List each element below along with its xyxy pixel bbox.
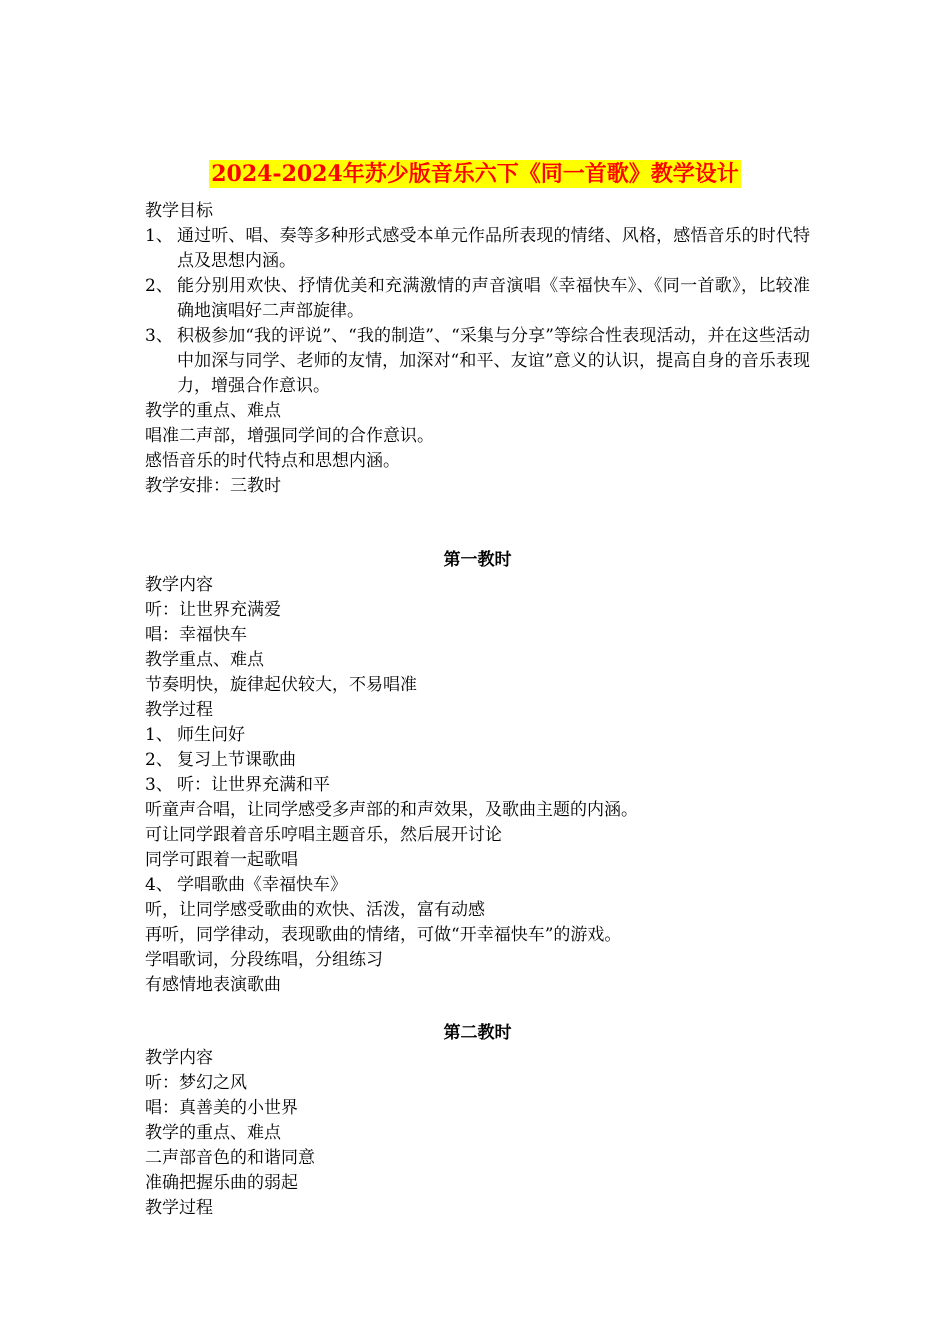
goals-section — [145, 199, 810, 499]
step-text: 听：让世界充满和平 — [177, 775, 330, 795]
key-points-heading: 教学的重点、难点 — [145, 401, 281, 421]
step4-detail-line: 有感情地表演歌曲 — [145, 975, 281, 995]
step4-detail-line: 再听，同学律动，表现歌曲的情绪，可做“开幸福快车”的游戏。 — [145, 925, 622, 945]
goals-heading: 教学目标 — [145, 201, 213, 221]
step3-detail-line: 听童声合唱，让同学感受多声部的和声效果，及歌曲主题的内涵。 — [145, 800, 638, 820]
lesson2-key-heading: 教学的重点、难点 — [145, 1123, 281, 1143]
goal-number: 3、 — [145, 326, 173, 346]
goal-number: 2、 — [145, 276, 173, 296]
key-point-line: 唱准二声部，增强同学间的合作意识。 — [145, 426, 434, 446]
title-wrapper — [0, 160, 950, 188]
lesson1-step — [145, 748, 810, 773]
goal-item — [145, 324, 810, 399]
lesson1-step — [145, 723, 810, 748]
goal-text: 能分别用欢快、抒情优美和充满激情的声音演唱《幸福快车》、《同一首歌》，比较准确地演唱好二声部旋律。 — [177, 276, 810, 321]
step-text: 学唱歌曲《幸福快车》 — [177, 875, 347, 895]
document-title: 2024-2024年苏少版音乐六下《同一首歌》教学设计 — [211, 161, 739, 187]
step-text: 师生问好 — [177, 725, 245, 745]
lesson1-step — [145, 773, 810, 798]
lesson1-step — [145, 873, 810, 898]
step3-detail-line: 同学可跟着一起歌唱 — [145, 850, 298, 870]
step3-detail-line: 可让同学跟着音乐哼唱主题音乐，然后展开讨论 — [145, 825, 502, 845]
goal-item — [145, 274, 810, 324]
step-number: 4、 — [145, 875, 173, 895]
lesson2-heading: 第二教时 — [443, 1023, 512, 1043]
step-text: 复习上节课歌曲 — [177, 750, 296, 770]
lesson2-content-line: 唱：真善美的小世界 — [145, 1098, 298, 1118]
lesson1-section — [145, 548, 810, 998]
lesson1-content-line: 唱：幸福快车 — [145, 625, 247, 645]
lesson2-key-line: 二声部音色的和谐同意 — [145, 1148, 315, 1168]
step-number: 1、 — [145, 725, 173, 745]
lesson1-key-line: 节奏明快，旋律起伏较大，不易唱准 — [145, 675, 417, 695]
goal-number: 1、 — [145, 226, 173, 246]
lesson1-content-heading: 教学内容 — [145, 575, 213, 595]
lesson2-content-line: 听：梦幻之风 — [145, 1073, 247, 1093]
lesson1-content-line: 听：让世界充满爱 — [145, 600, 281, 620]
lesson1-key-heading: 教学重点、难点 — [145, 650, 264, 670]
goal-text: 积极参加“我的评说”、“我的制造”、“采集与分享”等综合性表现活动，并在这些活动中加深与同学、老师的友情，加深对“和平、友谊”意义的认识，提高自身的音乐表现力，增强合作意识。 — [177, 326, 810, 396]
lesson2-content-heading: 教学内容 — [145, 1048, 213, 1068]
goal-text: 通过听、唱、奏等多种形式感受本单元作品所表现的情绪、风格，感悟音乐的时代特点及思想内涵。 — [177, 226, 810, 271]
step4-detail-line: 听，让同学感受歌曲的欢快、活泼，富有动感 — [145, 900, 485, 920]
step-number: 2、 — [145, 750, 173, 770]
lesson1-heading: 第一教时 — [443, 550, 512, 570]
lesson2-key-line: 准确把握乐曲的弱起 — [145, 1173, 298, 1193]
lesson2-section — [145, 1021, 810, 1221]
step4-detail-line: 学唱歌词，分段练唱，分组练习 — [145, 950, 383, 970]
key-point-line: 感悟音乐的时代特点和思想内涵。 — [145, 451, 400, 471]
lesson2-process-heading: 教学过程 — [145, 1198, 213, 1218]
lesson1-process-heading: 教学过程 — [145, 700, 213, 720]
goal-item — [145, 224, 810, 274]
teaching-arrangement: 教学安排：三教时 — [145, 476, 281, 496]
step-number: 3、 — [145, 775, 173, 795]
